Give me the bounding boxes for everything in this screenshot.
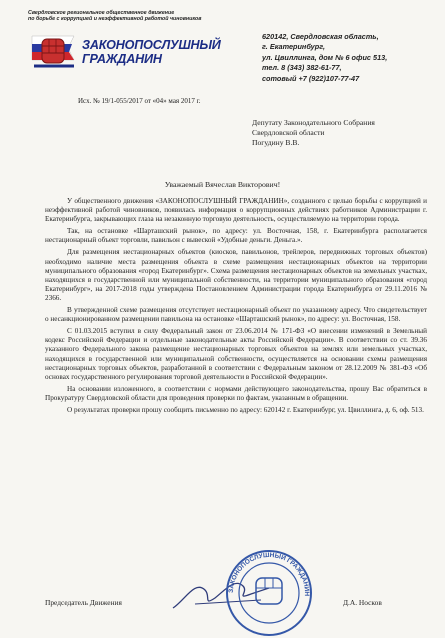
- greeting: Уважаемый Вячеслав Викторович!: [164, 180, 281, 189]
- body-paragraph: На основании изложенного, в соответствии с нормами действующего законодательства, прошу Вас обратиться в Прокуратуру Свердловской области для проведения проверки по фактам, указанным в обращении.: [45, 384, 427, 402]
- addressee-line: Депутату Законодательного Собрания: [252, 118, 375, 127]
- round-stamp: [224, 548, 314, 638]
- logo-text: [82, 38, 221, 66]
- movement-logo: [28, 30, 228, 76]
- body-paragraph: Для размещения нестационарных объектов (киосков, павильонов, трейлеров, передвижных торговых объектов) необходимо наличие места размещения объекта в схеме размещения нестационарных объектов на территории муниципального образования «город Екатеринбург». Схема размещения нестационарных объектов на земельных участках, находящихся в государственной или муниципальной собственности, на территории муниципального образования «город Екатеринбург», на 2017-2018 годы утверждена Постановлением Администрации города Екатеринбурга от 29.11.2016 № 2366.: [45, 248, 427, 302]
- contact-line: сотовый +7 (922)107-77-47: [262, 73, 360, 83]
- contact-line: г. Екатеринбург,: [262, 42, 326, 52]
- svg-text:ЗАКОНОПОСЛУШНЫЙ ГРАЖДАНИН: [228, 552, 310, 597]
- movement-line-1: Свердловское региональное общественное движение: [28, 10, 175, 16]
- movement-line-2: по борьбе с коррупцией и неэффективной работой чиновников: [28, 16, 202, 23]
- stamp-text: ЗАКОНОПОСЛУШНЫЙ ГРАЖДАНИН: [227, 551, 311, 597]
- signatory-title: Председатель Движения: [45, 598, 122, 607]
- contact-block: [262, 32, 437, 84]
- contact-line: 620142, Свердловская область,: [262, 32, 379, 41]
- contact-line: тел. 8 (343) 382-61-77,: [262, 63, 342, 73]
- movement-name: [28, 10, 228, 23]
- reference-number: Исх. № 19/1-055/2017 от «04» мая 2017 г.: [78, 97, 201, 105]
- letter-body: [45, 197, 427, 418]
- fist-flag-icon: [28, 30, 80, 76]
- body-paragraph: С 01.03.2015 вступил в силу Федеральный закон от 23.06.2014 № 171-ФЗ «О внесении изменений в Земельный кодекс Российской Федерации и отдельные законодательные акты Российской Федерации». В соответствии со ст. 39.36 указанного Федерального закона размещение нестационарных торговых объектов на землях или земельных участках, находящихся в государственной или муниципальной собственности, осуществляется на основании схемы размещения нестационарных торговых объектов, разработанной в соответствии с Федеральным законом от 28.12.2009 № 381-ФЗ «Об основах государственного регулирования торговой деятельности в Российской Федерации».: [45, 327, 427, 381]
- body-paragraph: Так, на остановке «Шарташский рынок», по адресу: ул. Восточная, 158, г. Екатеринбурга располагается нестационарный объект торговли, павильон с вывеской «Удобные деньги. Деньга.».: [45, 227, 427, 245]
- logo-line-2: ГРАЖДАНИН: [82, 52, 162, 66]
- body-paragraph: В утвержденной схеме размещения отсутствует нестационарный объект по указанному адресу. Что свидетельствует о несанкционированном размещении павильона на остановке «Шарташский рынок», по адресу: ул. Восточная, 158.: [45, 306, 427, 324]
- contact-line: ул. Цвиллинга, дом № 6 офис 513,: [262, 52, 388, 62]
- addressee-block: [252, 118, 442, 147]
- addressee-line: Погудину В.В.: [252, 137, 300, 147]
- results-request: О результатах проверки прошу сообщить письменно по адресу: 620142 г. Екатеринбург, ул. Цвиллинга, д. 6, оф. 513.: [67, 405, 424, 414]
- body-paragraph: У общественного движения «ЗАКОНОПОСЛУШНЫЙ ГРАЖДАНИН», созданного с целью борьбы с коррупцией и неэффективной работой чиновников, появилась информация о коррупционных действиях работников Администрации г. Екатеринбурга, закрывающих глаза на незаконную торговую деятельность, осуществляемую на территории города.: [45, 197, 427, 224]
- logo-line-1: ЗАКОНОПОСЛУШНЫЙ: [82, 38, 221, 52]
- signatory-name: Д.А. Носков: [343, 598, 382, 607]
- addressee-line: Свердловской области: [252, 127, 325, 137]
